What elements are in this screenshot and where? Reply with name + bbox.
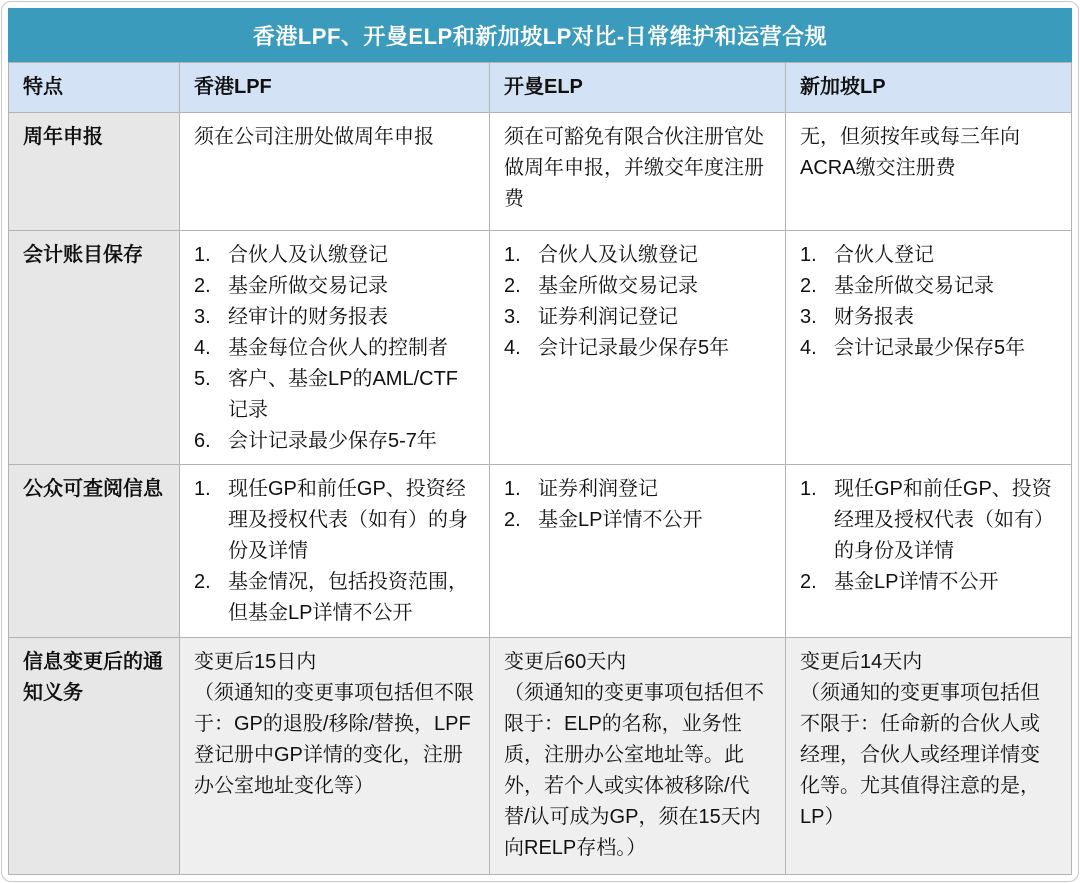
row-label: 信息变更后的通知义务	[8, 638, 180, 875]
list-item	[504, 474, 772, 505]
list-item	[194, 364, 476, 426]
cell-text: 须在可豁免有限合伙注册官处做周年申报，并缴交年度注册费	[504, 126, 764, 210]
table-cell-r1c3	[786, 113, 1072, 231]
list-number: 4.	[194, 337, 211, 359]
list-item	[194, 567, 476, 629]
row-label: 公众可查阅信息	[8, 465, 180, 638]
cell-text: （须通知的变更事项包括但不限于：ELP的名称，业务性质，注册办公室地址等。此外，若个人或实体被移除/代替/认可成为GP，须在15天内向RELP存档。）	[504, 682, 764, 859]
list-number: 2.	[194, 275, 211, 297]
list-item-text: 证券利润登记	[538, 478, 658, 500]
list-item-text: 合伙人及认缴登记	[538, 244, 698, 266]
table-cell-r2c2	[490, 231, 786, 465]
list-number: 2.	[800, 571, 817, 593]
list-number: 6.	[194, 430, 211, 452]
table-cell-r2c3	[786, 231, 1072, 465]
list-item	[194, 271, 476, 302]
list-item-text: 基金LP详情不公开	[834, 571, 999, 593]
table-cell-r1c1	[180, 113, 490, 231]
list-number: 4.	[800, 337, 817, 359]
header-cell-cayman-elp: 开曼ELP	[490, 62, 786, 113]
list-number: 1.	[504, 478, 521, 500]
list-number: 1.	[800, 478, 817, 500]
list-number: 3.	[194, 306, 211, 328]
cell-text: （须通知的变更事项包括但不限于：任命新的合伙人或经理，合伙人或经理详情变化等。尤其值得注意的是，LP）	[800, 682, 1040, 828]
list-item-text: 客户、基金LP的AML/CTF记录	[228, 368, 459, 421]
list-item	[194, 240, 476, 271]
row-label: 周年申报	[8, 113, 180, 231]
row-label: 会计账目保存	[8, 231, 180, 465]
list-item-text: 证券利润记登记	[538, 306, 678, 328]
list-item	[504, 302, 772, 333]
table-cell-r4c1	[180, 638, 490, 875]
list-item	[504, 333, 772, 364]
list-number: 2.	[504, 509, 521, 531]
list-item-text: 会计记录最少保存5-7年	[228, 430, 437, 452]
list-item	[800, 474, 1058, 567]
list-item	[504, 505, 772, 536]
table-cell-r4c3	[786, 638, 1072, 875]
list-item	[800, 333, 1058, 364]
table-cell-r3c1	[180, 465, 490, 638]
table-title: 香港LPF、开曼ELP和新加坡LP对比-日常维护和运营合规	[8, 8, 1072, 62]
list-item-text: 会计记录最少保存5年	[538, 337, 730, 359]
list-number: 2.	[194, 571, 211, 593]
list-number: 1.	[800, 244, 817, 266]
cell-text: （须通知的变更事项包括但不限于：GP的退股/移除/替换，LPF登记册中GP详情的变化，注册办公室地址变化等）	[194, 682, 474, 797]
list-item-text: 基金所做交易记录	[538, 275, 698, 297]
list-item-text: 现任GP和前任GP、投资经理及授权代表（如有）的身份及详情	[228, 478, 468, 562]
table-cell-r1c2	[490, 113, 786, 231]
list-item	[504, 240, 772, 271]
list-number: 3.	[800, 306, 817, 328]
list-item-text: 基金LP详情不公开	[538, 509, 703, 531]
table-cell-r2c1	[180, 231, 490, 465]
list-item-text: 基金所做交易记录	[834, 275, 994, 297]
list-item	[800, 271, 1058, 302]
list-number: 5.	[194, 368, 211, 390]
list-number: 2.	[504, 275, 521, 297]
table-cell-r3c3	[786, 465, 1072, 638]
header-cell-singapore-lp: 新加坡LP	[786, 62, 1072, 113]
list-item-text: 基金情况，包括投资范围，但基金LP详情不公开	[228, 571, 468, 624]
cell-text: 变更后14天内	[800, 651, 923, 673]
list-item-text: 现任GP和前任GP、投资经理及授权代表（如有）的身份及详情	[834, 478, 1054, 562]
comparison-table	[8, 8, 1072, 875]
list-item-text: 合伙人及认缴登记	[228, 244, 388, 266]
list-item	[194, 302, 476, 333]
list-item-text: 会计记录最少保存5年	[834, 337, 1026, 359]
header-cell-hk-lpf: 香港LPF	[180, 62, 490, 113]
list-item-text: 基金所做交易记录	[228, 275, 388, 297]
list-number: 1.	[504, 244, 521, 266]
table-cell-r3c2	[490, 465, 786, 638]
header-cell-feature: 特点	[8, 62, 180, 113]
list-item	[194, 333, 476, 364]
list-item	[504, 271, 772, 302]
list-item-text: 合伙人登记	[834, 244, 934, 266]
list-item	[800, 567, 1058, 598]
cell-text: 无，但须按年或每三年向ACRA缴交注册费	[800, 126, 1020, 179]
cell-text: 变更后15日内	[194, 651, 317, 673]
list-item-text: 财务报表	[834, 306, 914, 328]
list-number: 3.	[504, 306, 521, 328]
list-item	[194, 474, 476, 567]
cell-text: 须在公司注册处做周年申报	[194, 126, 434, 148]
list-item	[800, 302, 1058, 333]
cell-text: 变更后60天内	[504, 651, 627, 673]
list-number: 4.	[504, 337, 521, 359]
list-item-text: 经审计的财务报表	[228, 306, 388, 328]
list-number: 1.	[194, 478, 211, 500]
list-item-text: 基金每位合伙人的控制者	[228, 337, 448, 359]
list-number: 2.	[800, 275, 817, 297]
list-number: 1.	[194, 244, 211, 266]
list-item	[194, 426, 476, 457]
table-cell-r4c2	[490, 638, 786, 875]
list-item	[800, 240, 1058, 271]
